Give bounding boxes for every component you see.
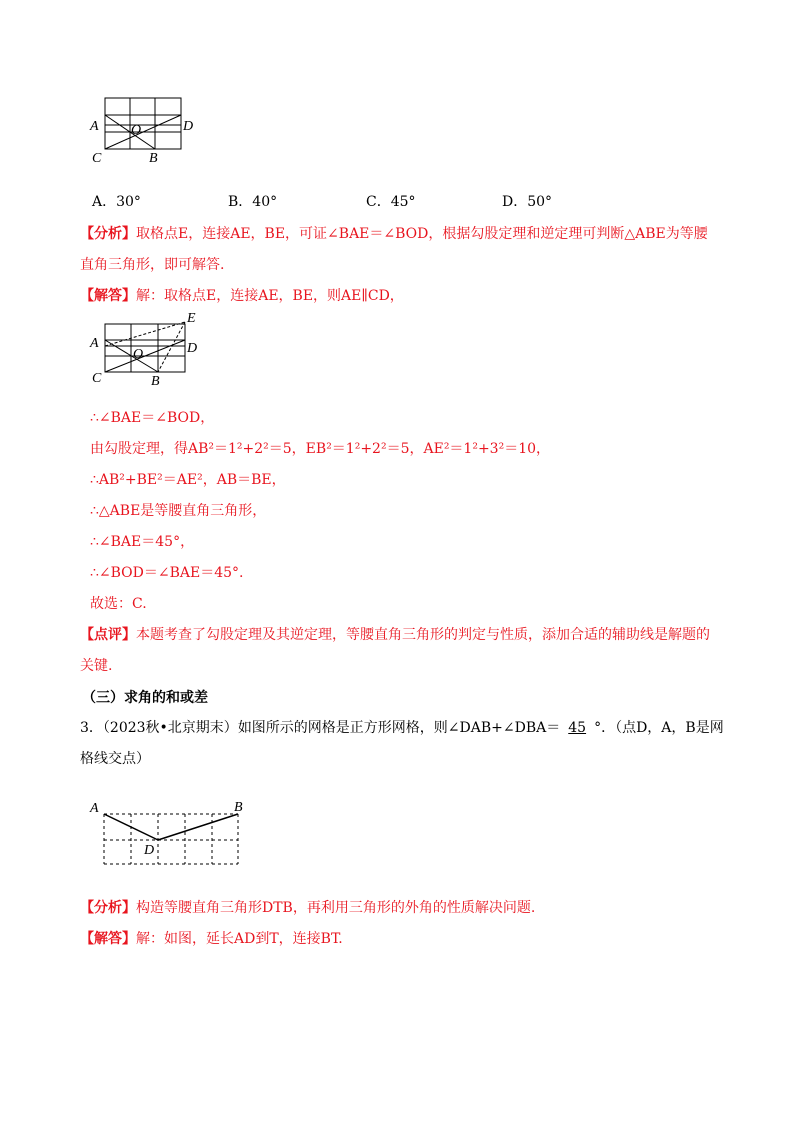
- fig2-label-b: B: [151, 374, 160, 389]
- step-4: ∴△ABE是等腰直角三角形，: [90, 503, 267, 519]
- step-1: ∴∠BAE＝∠BOD，: [90, 410, 215, 426]
- comment-1-text: 本题考查了勾股定理及其逆定理，等腰直角三角形的判定与性质，添加合适的辅助线是解题的: [136, 627, 710, 643]
- solution-1-text: 解：取格点E，连接AE，BE，则AE∥CD，: [136, 288, 404, 304]
- fig1-label-c: C: [92, 151, 102, 166]
- figure-3-grid: [88, 796, 258, 871]
- problem-3-answer: 45: [568, 720, 587, 736]
- analysis-1-text: 取格点E，连接AE，BE，可证∠BAE＝∠BOD，根据勾股定理和逆定理可判断△ABE为等腰: [136, 226, 708, 242]
- fig3-label-a: A: [90, 801, 99, 816]
- solution-1-line: [80, 286, 404, 306]
- fig1-label-b: B: [149, 151, 158, 166]
- fig2-label-a: A: [90, 336, 99, 351]
- solution-3-text: 解：如图，延长AD到T，连接BT.: [136, 931, 343, 947]
- step-3: ∴AB²+BE²＝AE²，AB＝BE，: [90, 472, 286, 488]
- solution-3-line: [80, 929, 343, 949]
- analysis-3-line: [80, 898, 535, 918]
- problem-3-line-2: 格线交点）: [80, 751, 150, 767]
- choice-c: C．45°: [366, 194, 416, 210]
- analysis-3-text: 构造等腰直角三角形DTB，再利用三角形的外角的性质解决问题.: [136, 900, 536, 916]
- section-title: （三）求角的和或差: [82, 690, 208, 706]
- fig3-label-b: B: [234, 800, 243, 815]
- step-7: 故选：C.: [90, 596, 147, 612]
- fig2-label-e: E: [187, 311, 196, 326]
- step-2: 由勾股定理，得AB²＝1²+2²＝5，EB²＝1²+2²＝5，AE²＝1²+3²＝10，: [90, 441, 551, 457]
- choice-a: A．30°: [92, 194, 141, 210]
- solution-3-tag: 【解答】: [80, 931, 136, 947]
- analysis-1-line-1: [80, 224, 708, 244]
- figure-2-grid: [88, 310, 208, 390]
- analysis-tag: 【分析】: [80, 226, 136, 242]
- problem-3-text-after: °．（点D，A，B是网: [594, 720, 724, 736]
- figure-1-grid: [88, 90, 208, 170]
- choice-b: B．40°: [228, 194, 278, 210]
- problem-3-number: 3．: [80, 720, 103, 736]
- fig1-label-d: D: [183, 119, 194, 134]
- comment-1-line-1: [80, 625, 710, 645]
- problem-3-text: 如图所示的网格是正方形网格，则∠DAB+∠DBA＝: [237, 720, 561, 736]
- solution-tag: 【解答】: [80, 288, 136, 304]
- step-6: ∴∠BOD＝∠BAE＝45°.: [90, 565, 244, 581]
- fig2-label-o: O: [133, 347, 144, 362]
- fig1-label-a: A: [90, 119, 99, 134]
- choice-d: D．50°: [502, 194, 553, 210]
- analysis-1-line-2: 直角三角形，即可解答.: [80, 257, 225, 273]
- fig1-label-o: O: [131, 123, 142, 138]
- problem-3-source: （2023秋•北京期末）: [102, 720, 238, 736]
- problem-3-line-1: [80, 718, 724, 738]
- comment-tag: 【点评】: [80, 627, 136, 643]
- step-5: ∴∠BAE＝45°，: [90, 534, 195, 550]
- comment-1-line-2: 关键.: [80, 658, 113, 674]
- fig3-label-d: D: [144, 843, 155, 858]
- fig2-label-d: D: [187, 341, 198, 356]
- analysis-3-tag: 【分析】: [80, 900, 136, 916]
- fig2-label-c: C: [92, 371, 102, 386]
